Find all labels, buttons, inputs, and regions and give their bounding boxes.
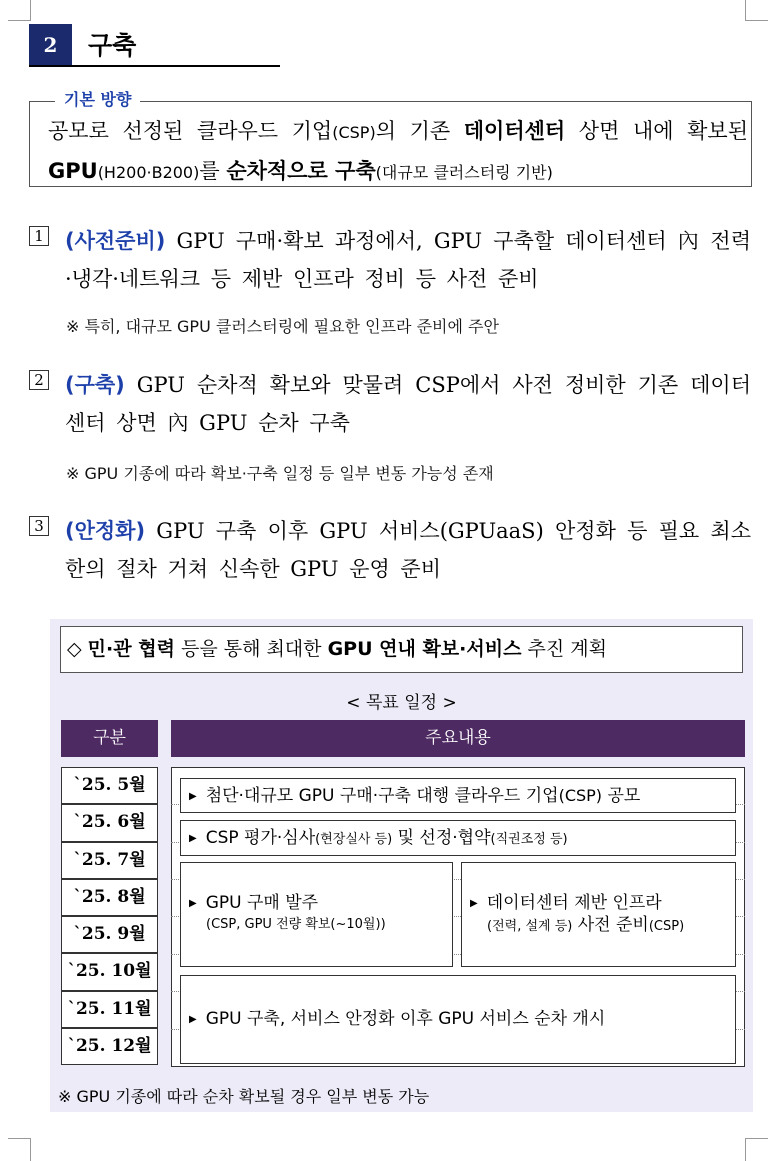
crop-mark-top-left <box>8 0 31 21</box>
item-key: (구축) <box>65 373 125 397</box>
section-number: 2 <box>29 24 72 65</box>
triangle-bullet-icon: ▶ <box>470 898 478 909</box>
section-title: 구축 <box>88 31 137 60</box>
item-number-box: 1 <box>29 226 49 246</box>
month-cell: `25. 5월 <box>61 767 158 804</box>
item-number-box: 3 <box>29 516 49 536</box>
task-csp-evaluation: ▶ CSP 평가·심사(현장실사 등) 및 선정·협약(직권조정 등) <box>180 820 736 856</box>
panel-headline: ◇ 민·관 협력 등을 통해 최대한 GPU 연내 확보·서비스 추진 계획 <box>60 626 743 673</box>
item-body: (사전준비) GPU 구매·확보 과정에서, GPU 구축할 데이터센터 內 전력·냉각·네트워크 등 제반 인프라 정비 등 사전 준비 <box>65 229 751 291</box>
month-cell: `25. 9월 <box>61 916 158 953</box>
basic-direction-text: 공모로 선정된 클라우드 기업(CSP)의 기존 데이터센터 상면 내에 확보된 GPU(H200·B200)를 순차적으로 구축(대규모 클러스터링 기반) <box>48 119 748 183</box>
diamond-icon: ◇ <box>67 638 82 660</box>
column-header-content: 주요내용 <box>171 720 745 757</box>
panel-footnote: ※ GPU 기종에 따라 순차 확보될 경우 일부 변동 가능 <box>58 1087 430 1106</box>
month-cell: `25. 12월 <box>61 1028 158 1065</box>
basic-direction-label: 기본 방향 <box>55 88 140 112</box>
item-note: ※ 특히, 대규모 GPU 클러스터링에 필요한 인프라 준비에 주안 <box>66 317 499 336</box>
crop-mark-bottom-left <box>8 1138 31 1161</box>
triangle-bullet-icon: ▶ <box>189 791 197 802</box>
item-body: (구축) GPU 순차적 확보와 맞물려 CSP에서 사전 정비한 기존 데이터센터 상면 內 GPU 순차 구축 <box>65 373 751 435</box>
item-construction <box>29 366 751 442</box>
month-column <box>61 767 158 1065</box>
item-key: (안정화) <box>65 519 146 543</box>
task-csp-call: ▶ 첨단·대규모 GPU 구매·구축 대행 클라우드 기업(CSP) 공모 <box>180 778 736 813</box>
item-body: (안정화) GPU 구축 이후 GPU 서비스(GPUaaS) 안정화 등 필요 최소한의 절차 거쳐 신속한 GPU 운영 준비 <box>65 519 751 581</box>
column-header-period: 구분 <box>61 720 158 757</box>
section-underline <box>29 65 280 67</box>
month-cell: `25. 7월 <box>61 842 158 879</box>
item-key: (사전준비) <box>65 229 166 253</box>
task-gpu-service-launch: ▶ GPU 구축, 서비스 안정화 이후 GPU 서비스 순차 개시 <box>180 975 736 1064</box>
item-number-box: 2 <box>29 370 49 390</box>
crop-mark-top-right <box>745 0 768 21</box>
item-stabilization <box>29 512 751 588</box>
month-cell: `25. 11월 <box>61 991 158 1028</box>
item-note: ※ GPU 기종에 따라 확보·구축 일정 등 일부 변동 가능성 존재 <box>66 464 494 483</box>
triangle-bullet-icon: ▶ <box>189 833 197 844</box>
schedule-title: < 목표 일정 > <box>346 693 457 713</box>
item-preparation <box>29 222 751 298</box>
task-gpu-order: ▶ GPU 구매 발주 (CSP, GPU 전량 확보(~10월)) <box>180 862 453 967</box>
task-datacenter-prep: ▶ 데이터센터 제반 인프라 (전력, 설계 등) 사전 준비(CSP) <box>461 862 736 967</box>
month-cell: `25. 8월 <box>61 879 158 916</box>
month-cell: `25. 10월 <box>61 953 158 990</box>
triangle-bullet-icon: ▶ <box>189 1014 197 1025</box>
crop-mark-bottom-right <box>745 1138 768 1161</box>
triangle-bullet-icon: ▶ <box>189 898 197 909</box>
month-cell: `25. 6월 <box>61 804 158 841</box>
